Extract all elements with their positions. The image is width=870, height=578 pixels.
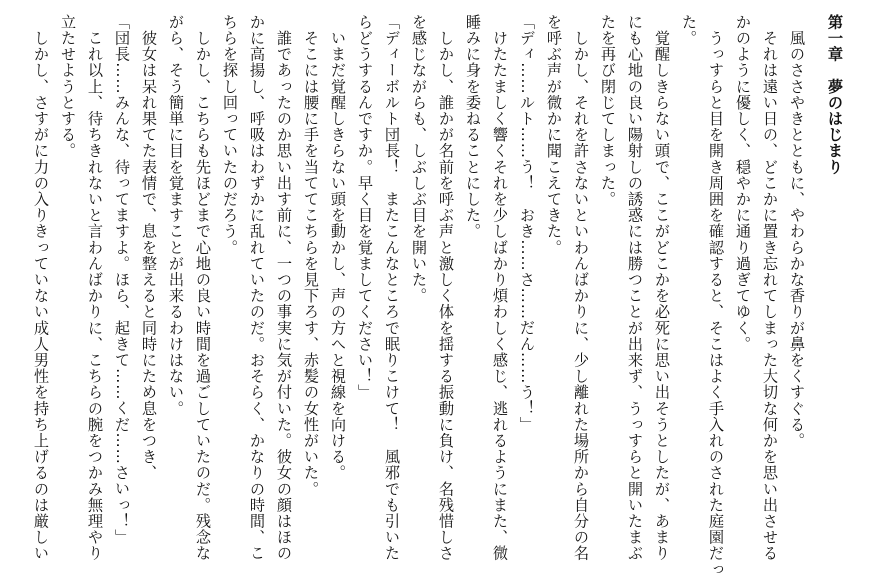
text-line: しかし、それを許さないといわんばかりに、少し離れた場所から自分の名 [572, 14, 590, 562]
text-line: 覚醒しきらない頭で、ここがどこかを必死に思い出そうとしたが、あまり [653, 14, 671, 562]
text-line: 誰であったのか思い出す前に、一つの事実に気が付いた。彼女の顔はほの [275, 14, 293, 562]
text-line: たを再び閉じてしまった。 [599, 14, 617, 208]
text-line: 彼女は呆れ果てた表情で、息を整えると同時にため息をつき、 [140, 14, 158, 481]
text-line: しかし、誰かが名前を呼ぶ声と激しく体を揺する振動に負け、名残惜しさ [437, 14, 455, 562]
text-line: しかし、さすがに力の入りきっていない成人男性を持ち上げるのは厳しい [32, 14, 50, 562]
text-line: 睡みに身を委ねることにした。 [464, 14, 482, 240]
text-line: そこには腰に手を当ててこちらを見下ろす、赤髪の女性がいた。 [302, 14, 320, 497]
text-line: かに高揚し、呼吸はわずかに乱れていたのだ。おそらく、かなりの時間、こ [248, 14, 266, 562]
text-line: らどうするんですか。早く目を覚ましてください！」 [356, 14, 374, 401]
text-line: いまだ覚醒しきらない頭を動かし、声の方へと視線を向ける。 [329, 14, 347, 481]
vertical-text-column-block [27, 14, 848, 578]
text-line: うっすらと目を開き周囲を確認すると、そこはよく手入れのされた庭園だっ [707, 14, 725, 578]
text-line: 「団長……みんな、待ってますよ。ほら、起きて……くだ……さいっ！」 [113, 14, 131, 546]
text-line: を感じながらも、しぶしぶ目を開いた。 [410, 14, 428, 304]
text-line: た。 [680, 14, 698, 47]
text-line: かのように優しく、穏やかに通り過ぎてゆく。 [734, 14, 752, 353]
text-line: けたたましく響くそれを少しばかり煩わしく感じ、逃れるようにまた、微 [491, 14, 509, 562]
text-line: がら、そう簡単に目を覚ますことが出来るわけはない。 [167, 14, 185, 417]
text-line: 「ディ……ルト……う！ おき……さ……だん……う！」 [518, 14, 536, 433]
text-line: を呼ぶ声が微かに聞こえてきた。 [545, 14, 563, 256]
text-line: にも心地の良い陽射しの誘惑には勝つことが出来ず、うっすらと開いたまぶ [626, 14, 644, 562]
text-line: しかし、こちらも先ほどまで心地の良い時間を過ごしていたのだ。残念な [194, 14, 212, 562]
chapter-title: 第一章 夢のはじまり [826, 14, 844, 175]
text-line: これ以上、待ちきれないと言わんばかりに、こちらの腕をつかみ無理やり [86, 14, 104, 562]
text-line: 風のささやきとともに、やわらかな香りが鼻をくすぐる。 [788, 14, 806, 449]
text-line: 立たせようとする。 [59, 14, 77, 159]
text-line: それは遠い日の、どこかに置き忘れてしまった大切な何かを思い出させる [761, 14, 779, 562]
text-line: ちらを探し回っていたのだろう。 [221, 14, 239, 256]
text-line: 「ディーボルト団長！ またこんなところで眠りこけて！ 風邪でも引いた [383, 14, 401, 562]
